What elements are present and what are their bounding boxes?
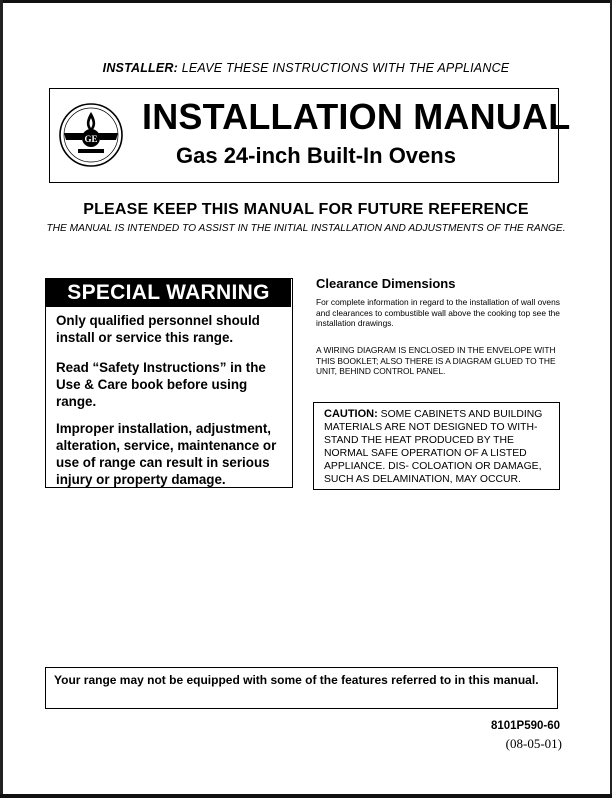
warning-read-safety: Read “Safety Instructions” in the Use & Care book before using range. [56,360,266,409]
wiring-diagram-note: A WIRING DIAGRAM IS ENCLOSED IN THE ENVELOPE WITH THIS BOOKLET; ALSO THERE IS A DIAGRAM GLUED TO THE UNIT, BEHIND CONTROL PANEL. [316,345,556,376]
keep-notice: PLEASE KEEP THIS MANUAL FOR FUTURE REFERENCE [83,201,529,218]
revision-date: (08-05-01) [505,736,562,751]
clearance-title: Clearance Dimensions [316,276,456,291]
scan-edge-left [0,0,3,798]
warning-qualified-personnel: Only qualified personnel should install or service this range. [56,313,260,345]
caution-box [313,402,560,490]
intended-notice: THE MANUAL IS INTENDED TO ASSIST IN THE INITIAL INSTALLATION AND ADJUSTMENTS OF THE RANGE. [46,223,566,234]
caution-body: SOME CABINETS AND BUILDING MATERIALS ARE NOT DESIGNED TO WITH- STAND THE HEAT PRODUCED BY THE NORMAL SAFE OPERATION OF A LISTED APPLIANCE. DIS- COLOATION OR DAMAGE, SUCH AS DELAMINATION, MAY OCCUR. [324,409,543,485]
clearance-text: For complete information in regard to the installation of wall ovens and clearances to combustible wall above the cooking top see the installation drawings. [316,297,560,328]
warning-heading: SPECIAL WARNING [46,279,291,307]
caution-text-block [324,408,556,486]
features-notice: Your range may not be equipped with some of the features referred to in this manual. [54,673,539,687]
manual-subtitle: Gas 24-inch Built-In Ovens [176,143,456,168]
caution-label: CAUTION: [324,408,378,420]
warning-improper-installation: Improper installation, adjustment, alteration, service, maintenance or use of range can result in serious injury or property damage. [56,421,277,487]
manual-title: INSTALLATION MANUAL [142,96,571,137]
features-notice-box [45,667,558,709]
installer-instruction [0,61,612,75]
installer-text: LEAVE THESE INSTRUCTIONS WITH THE APPLIANCE [181,61,510,75]
installer-label: INSTALLER: [102,61,179,75]
title-box [49,88,571,183]
special-warning-box [45,278,293,488]
scan-edge-bottom [0,794,612,798]
company-seal-logo-icon [58,102,124,168]
svg-text:GE: GE [84,134,98,144]
part-number: 8101P590-60 [490,720,560,732]
scan-edge-top [0,0,612,3]
